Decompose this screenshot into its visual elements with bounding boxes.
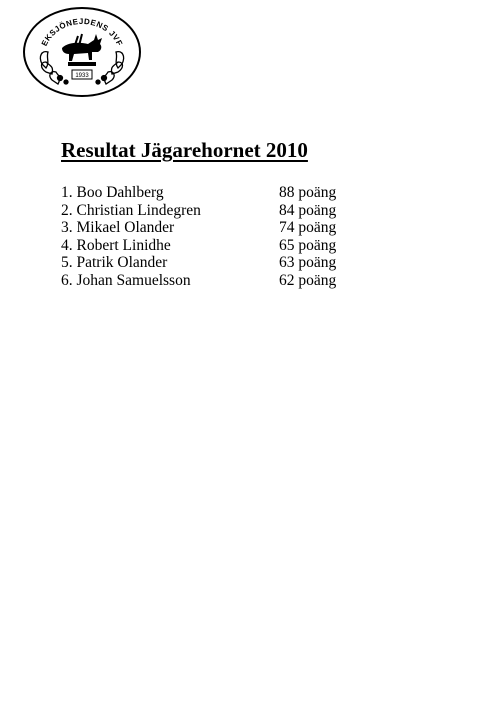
- list-item: [61, 219, 361, 237]
- logo-arc-text: EKSJÖNEJDENS JVF: [39, 16, 125, 48]
- svg-text:EKSJÖNEJDENS JVF: [40, 17, 124, 48]
- result-score: 62 poäng: [279, 271, 337, 289]
- result-name: 4. Robert Linidhe: [61, 236, 171, 254]
- logo-year: 1933: [75, 73, 89, 79]
- result-score: 84 poäng: [279, 201, 337, 219]
- list-item: [61, 202, 361, 220]
- result-score: 65 poäng: [279, 236, 337, 254]
- result-name: 1. Boo Dahlberg: [61, 184, 164, 201]
- result-name: 6. Johan Samuelsson: [61, 271, 191, 289]
- result-name: 5. Patrik Olander: [61, 254, 168, 271]
- list-item: [61, 254, 361, 272]
- result-name: 3. Mikael Olander: [61, 219, 175, 236]
- deer-icon: [62, 34, 102, 61]
- page-title: Resultat Jägarehornet 2010: [61, 138, 308, 162]
- result-score: 63 poäng: [279, 254, 337, 271]
- result-score: 74 poäng: [279, 219, 337, 236]
- result-name: 2. Christian Lindegren: [61, 201, 201, 219]
- club-logo: [22, 6, 142, 98]
- club-emblem: [22, 6, 142, 98]
- list-item: [61, 184, 361, 202]
- list-item: [61, 272, 361, 290]
- results-list: [61, 184, 361, 289]
- list-item: [61, 237, 361, 255]
- result-score: 88 poäng: [279, 184, 337, 201]
